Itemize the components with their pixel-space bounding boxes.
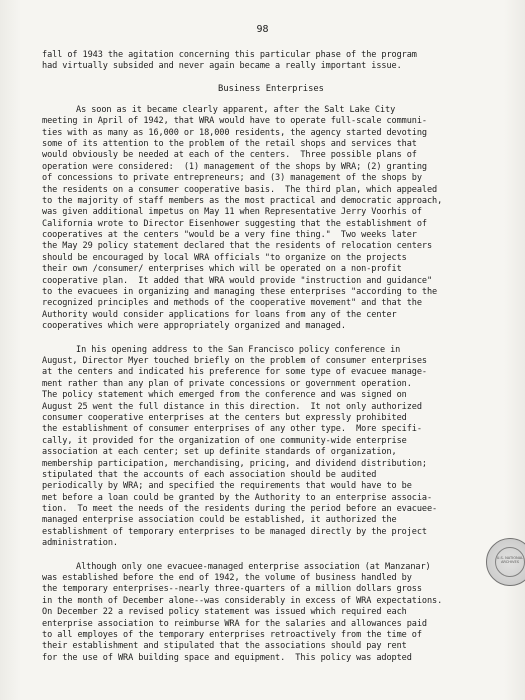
- text-line: August, Director Myer touched briefly on the problem of consumer enterprises: [42, 355, 427, 366]
- text-line: cooperative plan. It added that WRA would provide "instruction and guidance": [42, 275, 433, 286]
- text-line: was given additional impetus on May 11 when Representative Jerry Voorhis of: [42, 207, 422, 218]
- text-line: Authority would consider applications for loans from any of the center: [42, 309, 397, 320]
- text-line: consumer cooperative enterprises at the centers but expressly prohibited: [42, 412, 407, 423]
- text-line: Although only one evacuee-managed enterprise association (at Manzanar): [76, 561, 431, 572]
- text-line: stipulated that the accounts of each association should be audited: [42, 469, 377, 480]
- text-line: ties with as many as 16,000 or 18,000 residents, the agency started devoting: [42, 127, 427, 138]
- text-line: had virtually subsided and never again became a really important issue.: [42, 61, 402, 72]
- text-line: cally, it provided for the organization of one community-wide enterprise: [42, 435, 407, 446]
- page-number: 98: [256, 24, 269, 35]
- paragraph-0: [42, 50, 500, 73]
- text-line: in the month of December alone--was considerably in excess of WRA expectations.: [42, 595, 443, 606]
- text-line: ment rather than any plan of private concessions or government operation.: [42, 378, 412, 389]
- text-line: cooperatives which were appropriately organized and managed.: [42, 321, 346, 332]
- text-line: In his opening address to the San Francisco policy conference in: [76, 344, 401, 355]
- text-line: the May 29 policy statement declared that the residents of relocation centers: [42, 241, 433, 252]
- text-line: The policy statement which emerged from the conference and was signed on: [42, 390, 407, 401]
- text-line: California wrote to Director Eisenhower suggesting that the establishment of: [42, 218, 427, 229]
- paragraph-1: [42, 105, 500, 333]
- text-line: for the use of WRA building space and equipment. This policy was adopted: [42, 652, 412, 663]
- text-line: administration.: [42, 538, 118, 549]
- text-line: to all employes of the temporary enterprises retroactively from the time of: [42, 629, 422, 640]
- text-line: was established before the end of 1942, the volume of business handled by: [42, 573, 412, 584]
- paragraph-gap: [42, 550, 500, 562]
- text-line: the residents on a consumer cooperative basis. The third plan, which appealed: [42, 184, 438, 195]
- text-line: meeting in April of 1942, that WRA would have to operate full-scale communi-: [42, 116, 427, 127]
- document-body: [42, 50, 500, 664]
- text-line: periodically by WRA; and specified the requirements that would have to be: [42, 481, 412, 492]
- text-line: met before a loan could be granted by the Authority to an enterprise associa-: [42, 492, 433, 503]
- text-line: operation were considered: (1) management of the shops by WRA; (2) granting: [42, 161, 427, 172]
- text-line: at the centers and indicated his preference for some type of evacuee manage-: [42, 367, 427, 378]
- text-line: should be encouraged by local WRA officials "to organize on the projects: [42, 252, 407, 263]
- text-line: As soon as it became clearly apparent, after the Salt Lake City: [76, 104, 396, 115]
- text-line: enterprise association to reimburse WRA for the salaries and allowances paid: [42, 618, 427, 629]
- paragraph-2: [42, 345, 500, 550]
- text-line: some of its attention to the problem of the retail shops and services that: [42, 138, 417, 149]
- text-line: fall of 1943 the agitation concerning this particular phase of the program: [42, 50, 417, 60]
- text-line: tion. To meet the needs of the residents during the period before an evacuee-: [42, 504, 438, 515]
- section-heading: Business Enterprises: [218, 83, 324, 94]
- text-line: their own /consumer/ enterprises which will be operated on a non-profit: [42, 264, 402, 275]
- text-line: August 25 went the full distance in this direction. It not only authorized: [42, 401, 422, 412]
- text-line: their establishment and stipulated that the associations should pay rent: [42, 641, 407, 652]
- text-line: establishment of temporary enterprises to be managed directly by the project: [42, 526, 427, 537]
- text-line: membership participation, merchandising, pricing, and dividend distribution;: [42, 458, 427, 469]
- text-line: of concessions to private entrepreneurs; and (3) management of the shops by: [42, 173, 422, 184]
- text-line: managed enterprise association could be established, it authorized the: [42, 515, 397, 526]
- text-line: the establishment of consumer enterprises of any other type. More specifi-: [42, 424, 422, 435]
- paragraph-3: [42, 562, 500, 665]
- text-line: association at each center; set up definite standards of organization,: [42, 447, 397, 458]
- archive-stamp-text: U.S. NATIONAL ARCHIVES: [496, 556, 524, 564]
- text-line: to the majority of staff members as the most practical and democratic approach,: [42, 195, 443, 206]
- text-line: cooperatives at the centers "would be a very fine thing." Two weeks later: [42, 230, 417, 241]
- text-line: the temporary enterprises--nearly three-quarters of a million dollars gross: [42, 584, 422, 595]
- text-line: would obviously be needed at each of the centers. Three possible plans of: [42, 150, 417, 161]
- text-line: On December 22 a revised policy statement was issued which required each: [42, 607, 407, 618]
- text-line: recognized principles and methods of the cooperative movement" and that the: [42, 298, 422, 309]
- paragraph-gap: [42, 333, 500, 345]
- text-line: to the evacuees in organizing and managing these enterprises "according to the: [42, 287, 438, 298]
